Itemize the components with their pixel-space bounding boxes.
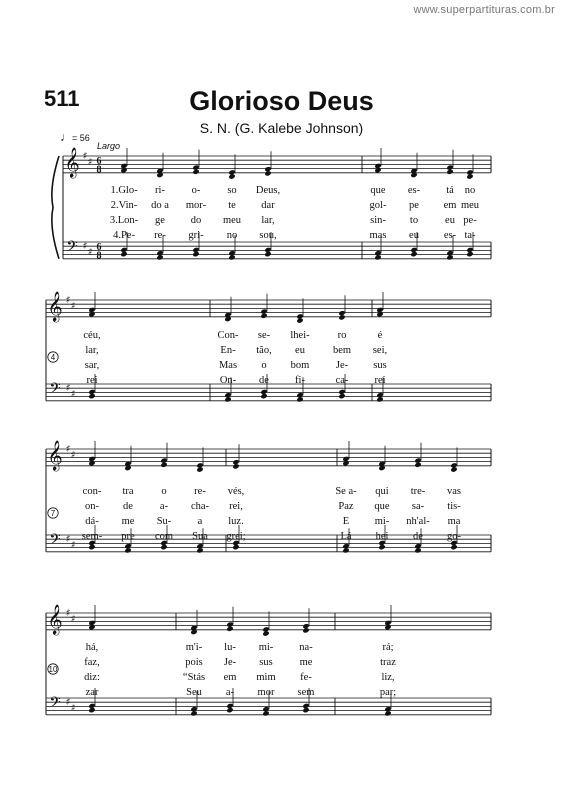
note-head [296,396,303,402]
lyric-syllable: mor [257,687,275,698]
measure-number: 4 [50,353,56,362]
note-head [338,314,345,320]
lyric-syllable: eu [409,230,419,241]
lyric-syllable: cha- [190,501,210,512]
note-head [384,710,391,716]
note-head [124,547,131,553]
sharp-icon: ♯ [70,614,76,625]
lyric-syllable: so [227,185,237,196]
note-head [410,251,417,257]
lyric-syllable: que [374,501,390,512]
lyric-syllable: ro [337,330,347,341]
lyric-syllable: de [259,375,269,386]
lyric-syllable: mi- [258,642,274,653]
lyric-syllable: dar [261,200,275,211]
note-head [192,169,199,175]
hymn-credit: S. N. (G. Kalebe Johnson) [199,120,364,136]
lyric-syllable: mi- [374,516,390,527]
lyric-syllable: qui [375,486,389,497]
note-head [446,254,453,260]
lyric-syllable: 1.Glo- [110,185,138,196]
lyric-syllable: a- [159,501,169,512]
lyric-syllable: Lá [340,531,352,542]
lyric-syllable: do [190,215,202,226]
note-head [466,251,473,257]
lyric-syllable: de [123,501,133,512]
lyric-syllable: bom [290,360,310,371]
lyric-syllable: tis- [447,501,461,512]
lyric-syllable: ca- [335,375,349,386]
lyric-syllable: pois [185,657,203,668]
lyric-syllable: zar [85,687,99,698]
time-signature-bottom: 8 [96,164,102,176]
treble-clef-icon: 𝄞 [47,605,63,635]
lyric-syllable: Su- [156,516,172,527]
lyric-syllable: faz, [84,657,100,668]
lyric-syllable: to [409,215,419,226]
lyric-syllable: sou, [259,230,277,241]
lyric-syllable: luz. [228,516,244,527]
quarter-note-icon: ♩ [60,130,72,144]
lyric-syllable: rei, [229,501,243,512]
lyric-syllable: sei, [372,345,388,356]
brace [52,156,59,259]
note-head [376,396,383,402]
note-head [226,707,233,713]
lyric-syllable: é [377,330,383,341]
lyric-syllable: gol- [369,200,387,211]
hymn-title: Glorioso Deus [189,86,374,116]
note-head [378,544,385,550]
lyric-syllable: tá [446,185,454,196]
lyric-syllable: 3.Lon- [109,215,139,226]
lyric-syllable: sa- [411,501,425,512]
note-head [296,317,303,323]
lyric-syllable: es- [443,230,457,241]
note-head [376,311,383,317]
lyric-syllable: que [370,185,386,196]
note-head [192,251,199,257]
sharp-icon: ♯ [87,247,93,258]
sharp-icon: ♯ [82,241,88,252]
lyric-syllable: ri- [155,185,165,196]
lyric-syllable: mas [369,230,387,241]
tempo-word: Largo [97,141,121,151]
note-head [190,710,197,716]
lyric-syllable: es- [407,185,421,196]
note-head [232,544,239,550]
lyric-syllable: pre [121,531,135,542]
sharp-icon: ♯ [70,389,76,400]
note-head [88,544,95,550]
note-head [120,167,127,173]
lyric-syllable: lhei- [290,330,310,341]
sharp-icon: ♯ [65,608,71,619]
tempo-value: = 56 [72,133,90,143]
note-head [120,251,127,257]
sharp-icon: ♯ [65,383,71,394]
lyric-syllable: 2.Vin- [110,200,138,211]
note-head [88,393,95,399]
sharp-icon: ♯ [82,151,88,162]
sharp-icon: ♯ [87,157,93,168]
note-head [264,251,271,257]
lyric-syllable: grei; [226,531,246,542]
note-head [342,460,349,466]
lyric-syllable: o [261,360,267,371]
lyric-syllable: Sua [192,531,208,542]
lyric-syllable: En- [220,345,236,356]
lyric-syllable: par; [379,687,397,698]
lyric-syllable: na- [299,642,313,653]
lyric-syllable: sus [259,657,273,668]
lyric-syllable: em [223,672,237,683]
lyric-syllable: lar, [85,345,99,356]
sharp-icon: ♯ [70,450,76,461]
lyric-syllable: em [443,200,457,211]
lyric-syllable: do a [151,200,169,211]
note-head [160,544,167,550]
lyric-syllable: ge [155,215,165,226]
lyric-syllable: lar, [261,215,275,226]
note-head [156,254,163,260]
lyric-syllable: sin- [370,215,386,226]
time-signature-top: 6 [96,156,102,167]
lyric-syllable: ma [447,516,461,527]
note-head [232,463,239,469]
lyric-syllable: hei [375,531,389,542]
lyric-syllable: sem [297,687,315,698]
sharp-icon: ♯ [65,295,71,306]
lyric-syllable: vés, [227,486,245,497]
lyric-syllable: re- [154,230,166,241]
note-head [196,547,203,553]
lyric-syllable: rei [374,375,386,386]
lyric-syllable: rá; [382,642,394,653]
bass-clef-icon: 𝄢 [49,694,61,715]
note-head [88,460,95,466]
lyric-syllable: a- [225,687,235,698]
lyric-syllable: fi- [295,375,305,386]
sharp-icon: ♯ [70,703,76,714]
measure-number: 7 [50,509,56,518]
note-head [374,167,381,173]
note-head [260,313,267,319]
note-head [262,630,269,636]
lyric-syllable: Seu [186,687,202,698]
note-head [88,624,95,630]
lyric-syllable: ta- [464,230,476,241]
note-head [226,626,233,632]
bass-clef-icon: 𝄢 [49,531,61,552]
lyric-syllable: sar, [84,360,100,371]
lyric-syllable: m'i- [185,642,203,653]
lyric-syllable: meu [460,200,480,211]
note-head [160,462,167,468]
lyric-syllable: me [121,516,135,527]
lyric-syllable: sus [373,360,387,371]
note-head [446,169,453,175]
note-head [302,627,309,633]
lyric-syllable: vas [447,486,461,497]
lyric-syllable: há, [85,642,99,653]
lyric-syllable: dá- [85,516,99,527]
lyric-syllable: fe- [300,672,312,683]
lyric-syllable: Paz [338,501,354,512]
time-signature-bottom: 8 [96,250,102,262]
note-head [374,254,381,260]
lyric-syllable: diz: [84,672,100,683]
lyric-syllable: Mas [218,360,238,371]
lyric-syllable: liz, [381,672,395,683]
lyric-syllable: Se a- [335,486,357,497]
lyric-syllable: me [299,657,313,668]
lyric-syllable: gri- [188,230,204,241]
note-head [302,707,309,713]
watermark-url[interactable]: www.superpartituras.com.br [413,4,555,16]
note-head [450,544,457,550]
lyric-syllable: o [161,486,167,497]
note-head [224,396,231,402]
sharp-icon: ♯ [70,301,76,312]
lyric-syllable: rei [86,375,98,386]
lyric-syllable: nh'al- [406,516,430,527]
note-head [466,173,473,179]
lyric-syllable: tra [122,486,134,497]
note-head [88,707,95,713]
lyric-syllable: traz [380,657,396,668]
lyric-syllable: on- [85,501,99,512]
lyric-syllable: Je- [335,360,349,371]
lyric-syllable: lu- [224,642,236,653]
lyric-syllable: de [413,531,423,542]
note-head [414,547,421,553]
lyric-syllable: On- [219,375,237,386]
lyric-syllable: E [342,516,350,527]
lyric-syllable: pe [409,200,419,211]
lyric-syllable: céu, [83,330,101,341]
hymn-number: 511 [44,86,80,111]
lyric-syllable: sem- [81,531,103,542]
treble-clef-icon: 𝄞 [47,292,63,322]
treble-clef-icon: 𝄞 [47,441,63,471]
note-head [260,393,267,399]
bass-clef-icon: 𝄢 [49,380,61,401]
lyric-syllable: Deus, [255,185,281,196]
note-head [450,466,457,472]
sharp-icon: ♯ [70,540,76,551]
lyric-syllable: 4.Pe- [113,230,135,241]
note-head [342,547,349,553]
note-head [228,173,235,179]
lyric-syllable: eu [445,215,455,226]
note-head [228,254,235,260]
lyric-syllable: te [228,200,236,211]
lyric-syllable: “Stás [182,672,206,683]
lyric-syllable: Con- [217,330,239,341]
note-head [262,710,269,716]
lyric-syllable: re- [194,486,206,497]
treble-clef-icon: 𝄞 [64,148,80,178]
note-head [264,170,271,176]
lyric-syllable: com [154,531,174,542]
lyric-syllable: no [226,230,238,241]
lyric-syllable: o- [191,185,201,196]
sharp-icon: ♯ [65,444,71,455]
lyric-syllable: mim [256,672,276,683]
lyric-syllable: go- [447,531,461,542]
note-head [338,393,345,399]
lyric-syllable: se- [257,330,271,341]
note-head [384,624,391,630]
lyric-syllable: con- [82,486,102,497]
note-head [88,311,95,317]
lyric-syllable: a [197,516,203,527]
sharp-icon: ♯ [65,697,71,708]
lyric-syllable: bem [332,345,352,356]
lyric-syllable: no [464,185,476,196]
sharp-icon: ♯ [65,534,71,545]
lyric-syllable: eu [295,345,305,356]
lyric-syllable: meu [222,215,242,226]
lyric-syllable: tão, [256,345,272,356]
lyric-syllable: pe- [463,215,477,226]
lyric-syllable: tre- [410,486,426,497]
bass-clef-icon: 𝄢 [66,238,78,259]
note-head [196,466,203,472]
note-head [414,462,421,468]
time-signature-top: 6 [96,242,102,253]
lyric-syllable: Je- [223,657,237,668]
measure-number: 10 [48,665,58,674]
lyric-syllable: mor- [185,200,207,211]
